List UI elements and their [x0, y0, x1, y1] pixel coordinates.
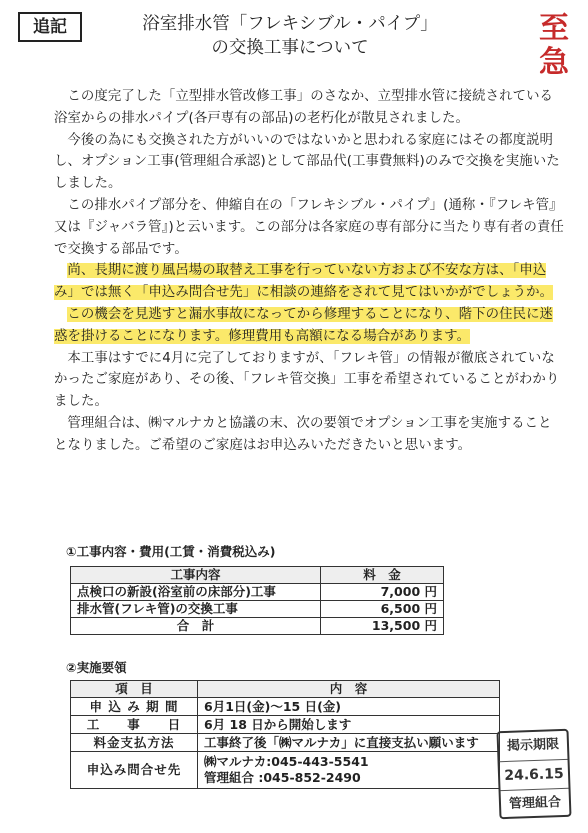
highlight: この機会を見逃すと漏水事故になってから修理することになり、階下の住民に迷惑を掛けることになります。修理費用も高額になる場合があります。	[54, 306, 554, 344]
procedure-table	[70, 680, 500, 789]
column-header-item: 項 目	[71, 681, 198, 698]
cell-price: 6,500 円	[321, 601, 444, 618]
stamp-title: 掲示期限	[506, 737, 560, 754]
table-header-row	[71, 681, 500, 698]
stamp-issuer: 管理組合	[508, 795, 562, 812]
cell-label: 工 事 日	[71, 716, 198, 734]
highlight: 尚、長期に渡り風呂場の取替え工事を行っていない方および不安な方は、「申込み」では無く「申込み問合せ先」に相談の連絡をされて見てはいかがでしょうか。	[54, 263, 554, 301]
paragraph-7: 管理組合は、㈱マルナカと協議の末、次の要領でオプション工事を実施することとなりました。ご希望のご家庭はお申込みいただきたいと思います。	[54, 415, 552, 453]
column-header-price: 料 金	[321, 567, 444, 584]
urgent-mark: 至急	[539, 11, 569, 80]
cell-item: 排水管(フレキ管)の交換工事	[71, 601, 321, 618]
section-2-heading: ②実施要領	[66, 660, 127, 675]
paragraph-4-highlighted	[54, 260, 564, 304]
table-row	[71, 584, 444, 601]
addendum-tag: 追記	[18, 12, 82, 42]
table-row	[71, 734, 500, 752]
title-line-1: 浴室排水管「フレキシブル・パイプ」	[142, 14, 438, 34]
table-row	[71, 716, 500, 734]
body-text	[54, 86, 564, 457]
table-row	[71, 698, 500, 716]
table-total-row	[71, 618, 444, 635]
document-title	[90, 12, 490, 60]
stamp-date: 24.6.15	[500, 759, 569, 791]
paragraph-3: この排水パイプ部分を、伸縮自在の「フレキシブル・パイプ」(通称・『フレキ管』又は『ジャバラ管』)と云います。この部分は各家庭の専有部分に当たり専有者の責任で交換する部品です。	[54, 197, 564, 257]
paragraph-2: 今後の為にも交換された方がいいのではないかと思われる家庭にはその都度説明し、オプション工事(管理組合承認)として部品代(工事費無料)のみで交換を実施いたしました。	[54, 132, 560, 192]
cell-content: 6月 18 日から開始します	[198, 716, 500, 734]
paragraph-5-highlighted	[54, 304, 564, 348]
cost-table	[70, 566, 444, 635]
paragraph-1: この度完了した「立型排水管改修工事」のさなか、立型排水管に接続されている浴室からの排水パイプ(各戸専有の部品)の老朽化が散見されました。	[54, 89, 554, 126]
paragraph-6: 本工事はすでに4月に完了しておりますが、「フレキ管」の情報が徹底されていなかったご家庭があり、その後、「フレキ管交換」工事を希望されていることがわかりました。	[54, 350, 560, 410]
cell-total-price: 13,500 円	[321, 618, 444, 635]
contact-marunaka: ㈱マルナカ:045-443-5541	[204, 754, 369, 769]
column-header-item: 工事内容	[71, 567, 321, 584]
cell-item: 点検口の新設(浴室前の床部分)工事	[71, 584, 321, 601]
table-header-row	[71, 567, 444, 584]
table-contact-row	[71, 752, 500, 789]
section-1-heading: ①工事内容・費用(工賃・消費税込み)	[66, 544, 276, 559]
cell-total-label: 合 計	[71, 618, 321, 635]
cell-price: 7,000 円	[321, 584, 444, 601]
cell-label: 申 込 み 期 間	[71, 698, 198, 716]
contact-management-association: 管理組合 :045-852-2490	[204, 770, 361, 785]
cell-content: 工事終了後「㈱マルナカ」に直接支払い願います	[198, 734, 500, 752]
cell-contact	[198, 752, 500, 789]
cell-label: 料金支払方法	[71, 734, 198, 752]
table-row	[71, 601, 444, 618]
column-header-content: 内 容	[198, 681, 500, 698]
cell-content: 6月1日(金)～15 日(金)	[198, 698, 500, 716]
posting-deadline-stamp	[496, 729, 571, 819]
cell-contact-label: 申込み問合せ先	[71, 752, 198, 789]
title-line-2: の交換工事について	[211, 38, 369, 58]
